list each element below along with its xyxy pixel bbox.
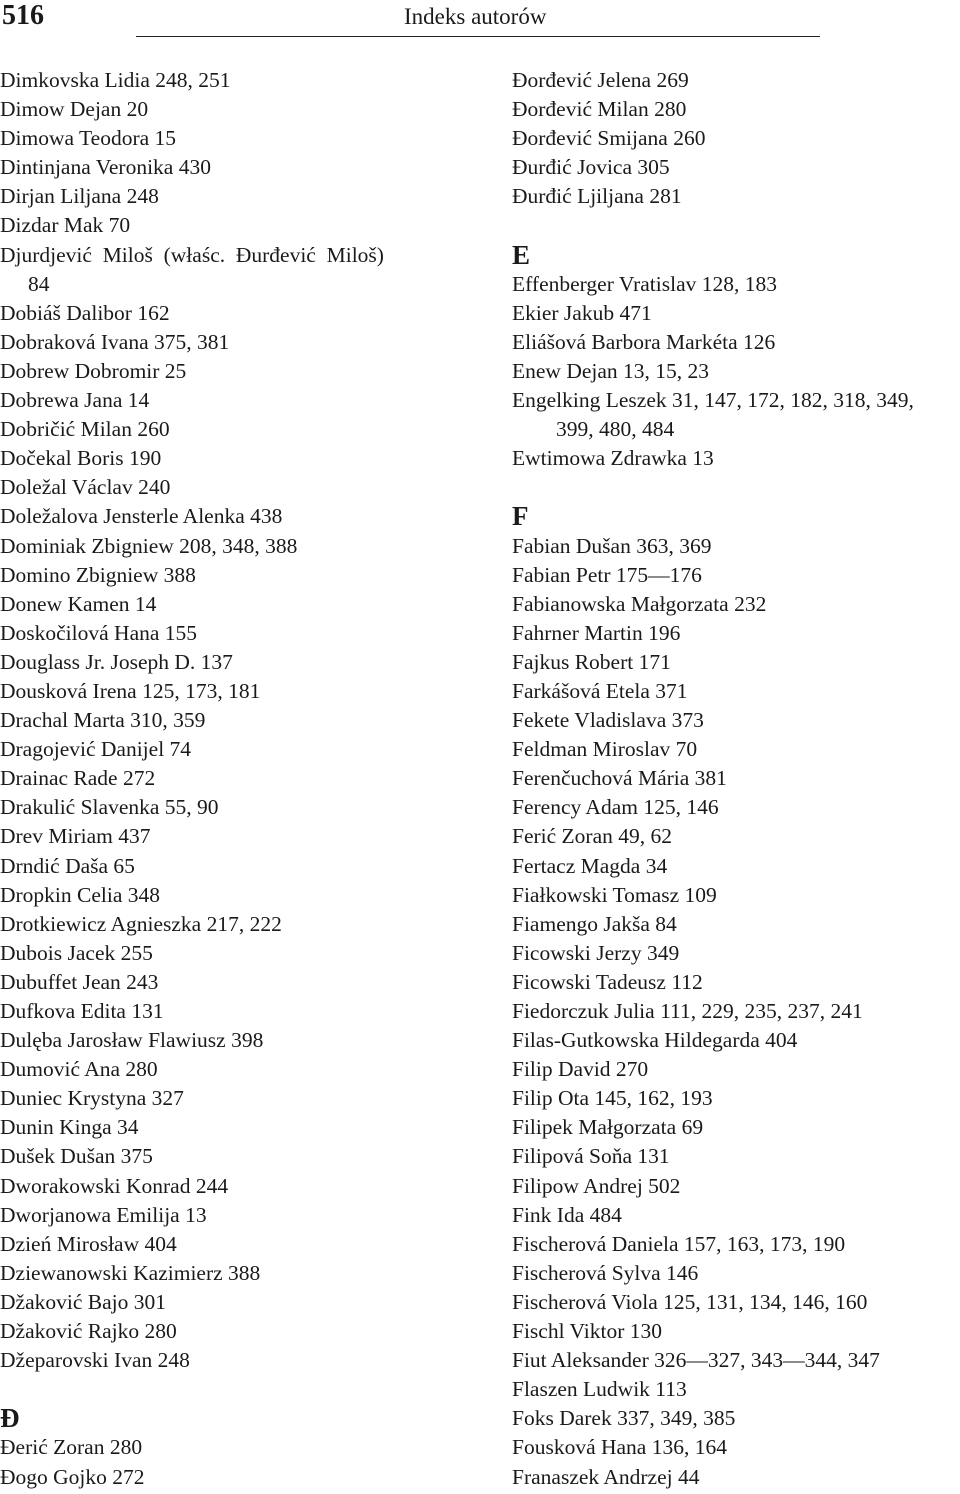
- index-entry: Fahrner Martin 196: [512, 620, 681, 645]
- index-entry: Dušek Dušan 375: [0, 1144, 153, 1169]
- index-entry: Dobraková Ivana 375, 381: [0, 329, 230, 354]
- index-entry: Filas-Gutkowska Hildegarda 404: [512, 1028, 798, 1053]
- index-entry: Farkášová Etela 371: [512, 678, 688, 703]
- index-entry: Dimkovska Lidia 248, 251: [0, 68, 231, 92]
- index-entry: Filipow Andrej 502: [512, 1173, 681, 1198]
- index-entry: Đorđević Jelena 269: [512, 68, 689, 92]
- index-entry: Đogo Gojko 272: [0, 1464, 145, 1489]
- index-entry: Ficowski Tadeusz 112: [512, 969, 703, 994]
- index-entry: Engelking Leszek 31, 147, 172, 182, 318, 349,: [512, 388, 914, 413]
- index-entry: Dočekal Boris 190: [0, 446, 162, 471]
- index-entry: Fousková Hana 136, 164: [512, 1435, 727, 1460]
- index-entry: Đorđević Milan 280: [512, 97, 687, 122]
- index-entry: Drakulić Slavenka 55, 90: [0, 795, 219, 820]
- index-entry: Dimow Dejan 20: [0, 97, 149, 122]
- header-rule: [136, 36, 820, 37]
- index-entry: Filip David 270: [512, 1057, 649, 1082]
- index-entry: Donew Kamen 14: [0, 591, 157, 616]
- index-entry: Dirjan Liljana 248: [0, 184, 159, 209]
- index-entry: Fiut Aleksander 326—327, 343—344, 347: [512, 1348, 880, 1373]
- index-entry: Fabianowska Małgorzata 232: [512, 591, 767, 616]
- index-entry: Dumović Ana 280: [0, 1057, 158, 1082]
- index-entry: Fischl Viktor 130: [512, 1319, 663, 1344]
- section-gap: [512, 211, 958, 240]
- index-entry: Ficowski Jerzy 349: [512, 940, 680, 965]
- index-entry: Foks Darek 337, 349, 385: [512, 1406, 736, 1431]
- index-entry: Fabian Dušan 363, 369: [512, 533, 712, 558]
- index-entry: Filipová Soňa 131: [512, 1144, 670, 1169]
- index-entry: Drev Miriam 437: [0, 824, 151, 849]
- index-entry: Dropkin Celia 348: [0, 882, 161, 907]
- index-entry: Dobrewa Jana 14: [0, 388, 150, 413]
- index-entry: Effenberger Vratislav 128, 183: [512, 271, 778, 296]
- index-entry: Dunin Kinga 34: [0, 1115, 139, 1140]
- running-title: Indeks autorów: [404, 4, 547, 29]
- index-entry: Dousková Irena 125, 173, 181: [0, 678, 261, 703]
- index-entry: Ferency Adam 125, 146: [512, 795, 719, 820]
- index-entry: Djurdjević Miloš (właśc. Đurđević Miloš): [0, 242, 384, 267]
- index-entry: Fekete Vladislava 373: [512, 708, 704, 733]
- section-letter-dj: Đ: [0, 1403, 20, 1434]
- index-entry: Douglass Jr. Joseph D. 137: [0, 649, 233, 674]
- index-entry: Ewtimowa Zdrawka 13: [512, 446, 714, 471]
- index-entry: Filipek Małgorzata 69: [512, 1115, 704, 1140]
- index-entry: Džaković Bajo 301: [0, 1289, 166, 1314]
- index-entry: Drachal Marta 310, 359: [0, 708, 206, 733]
- index-entry: Fischerová Sylva 146: [512, 1260, 699, 1285]
- index-entry: Fertacz Magda 34: [512, 853, 668, 878]
- index-entry: Dimowa Teodora 15: [0, 126, 177, 151]
- section-gap: [512, 473, 958, 502]
- index-entry: Džeparovski Ivan 248: [0, 1348, 190, 1373]
- index-entry: Dziewanowski Kazimierz 388: [0, 1260, 261, 1285]
- index-entry: Dobričić Milan 260: [0, 417, 170, 442]
- index-entry: Dworjanowa Emilija 13: [0, 1202, 207, 1227]
- right-column: [512, 66, 958, 1492]
- index-entry: Filip Ota 145, 162, 193: [512, 1086, 713, 1111]
- section-letter-f: F: [512, 501, 529, 532]
- index-entry: Doležalova Jensterle Alenka 438: [0, 504, 283, 529]
- index-entry: Drainac Rade 272: [0, 766, 156, 791]
- section-gap: [0, 1375, 480, 1404]
- index-entry: Đurđić Ljiljana 281: [512, 184, 682, 209]
- index-entry: Duniec Krystyna 327: [0, 1086, 184, 1111]
- index-entry: Doskočilová Hana 155: [0, 620, 198, 645]
- index-entry: Dobiáš Dalibor 162: [0, 300, 170, 325]
- index-entry: Enew Dejan 13, 15, 23: [512, 358, 710, 383]
- index-entry: Dragojević Danijel 74: [0, 737, 192, 762]
- index-entry: Fiałkowski Tomasz 109: [512, 882, 717, 907]
- index-entry: Drndić Daša 65: [0, 853, 135, 878]
- index-entry: Ferić Zoran 49, 62: [512, 824, 673, 849]
- index-entry: Dubois Jacek 255: [0, 940, 153, 965]
- index-entry: Fabian Petr 175—176: [512, 562, 702, 587]
- index-entry: Dufkova Edita 131: [0, 999, 164, 1023]
- index-entry: Dintinjana Veronika 430: [0, 155, 211, 180]
- index-entry-continuation: 399, 480, 484: [556, 417, 675, 442]
- index-entry: Flaszen Ludwik 113: [512, 1377, 687, 1402]
- page-header: [0, 0, 960, 40]
- index-entry: Dulęba Jarosław Flawiusz 398: [0, 1028, 264, 1053]
- index-entry: Fiamengo Jakša 84: [512, 911, 677, 936]
- left-column: [0, 66, 480, 1492]
- index-entry: Đurđić Jovica 305: [512, 155, 670, 180]
- index-entry: Đerić Zoran 280: [0, 1435, 143, 1460]
- index-entry-continuation: 84: [28, 271, 50, 296]
- index-entry: Džaković Rajko 280: [0, 1319, 177, 1344]
- index-entry: Dubuffet Jean 243: [0, 969, 159, 994]
- index-entry: Dobrew Dobromir 25: [0, 358, 187, 383]
- index-entry: Feldman Miroslav 70: [512, 737, 698, 762]
- index-entry: Ferenčuchová Mária 381: [512, 766, 727, 791]
- index-entry: Fajkus Robert 171: [512, 649, 671, 674]
- index-entry: Eliášová Barbora Markéta 126: [512, 329, 776, 354]
- section-letter-e: E: [512, 239, 531, 270]
- index-entry: Ekier Jakub 471: [512, 300, 652, 325]
- index-entry: Đorđević Smijana 260: [512, 126, 706, 151]
- index-entry: Franaszek Andrzej 44: [512, 1464, 700, 1489]
- index-entry: Domino Zbigniew 388: [0, 562, 196, 587]
- index-entry: Doležal Václav 240: [0, 475, 171, 500]
- page-number: 516: [2, 0, 44, 31]
- index-entry: Dworakowski Konrad 244: [0, 1173, 229, 1198]
- index-entry: Fischerová Daniela 157, 163, 173, 190: [512, 1231, 846, 1256]
- index-entry: Dzień Mirosław 404: [0, 1231, 177, 1256]
- index-entry: Dizdar Mak 70: [0, 213, 131, 238]
- index-entry: Fischerová Viola 125, 131, 134, 146, 160: [512, 1289, 868, 1314]
- index-entry: Drotkiewicz Agnieszka 217, 222: [0, 911, 282, 936]
- index-entry: Fiedorczuk Julia 111, 229, 235, 237, 241: [512, 999, 863, 1023]
- index-entry: Dominiak Zbigniew 208, 348, 388: [0, 533, 298, 558]
- index-entry: Fink Ida 484: [512, 1202, 622, 1227]
